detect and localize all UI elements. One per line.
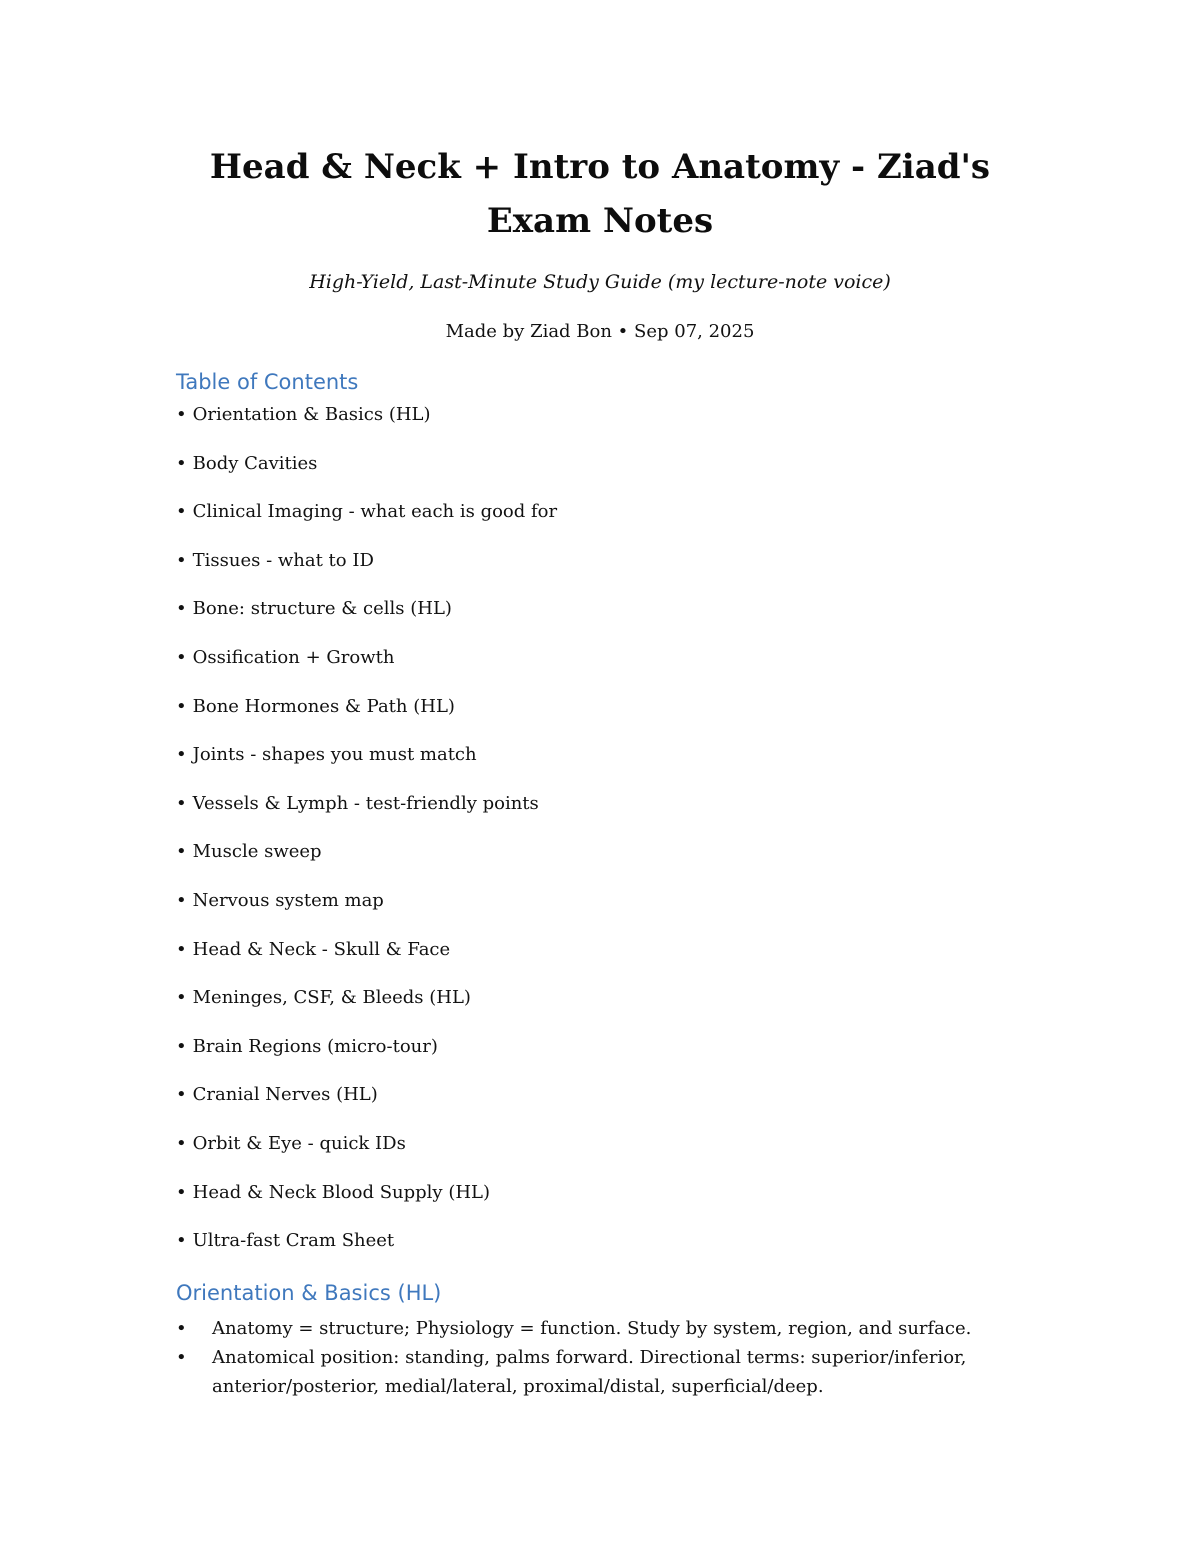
toc-bullet: • bbox=[176, 549, 187, 571]
toc-item bbox=[176, 1226, 557, 1275]
toc-item-label: Body Cavities bbox=[192, 452, 318, 474]
bullet-icon: • bbox=[176, 1347, 187, 1368]
toc-bullet: • bbox=[176, 841, 187, 863]
toc-bullet: • bbox=[176, 404, 187, 425]
toc-bullet: • bbox=[176, 987, 187, 1009]
toc-bullet: • bbox=[176, 646, 187, 668]
toc-item-label: Cranial Nerves (HL) bbox=[192, 1084, 378, 1106]
toc-item-label: Bone Hormones & Path (HL) bbox=[192, 695, 455, 717]
toc-item-label: Clinical Imaging - what each is good for bbox=[192, 501, 558, 523]
toc-bullet: • bbox=[176, 1230, 187, 1252]
list-item bbox=[176, 1343, 996, 1401]
toc-item bbox=[176, 837, 557, 886]
toc-bullet: • bbox=[176, 1035, 187, 1057]
table-of-contents bbox=[176, 400, 557, 1275]
toc-item bbox=[176, 1032, 557, 1081]
list-item-text: Anatomical position: standing, palms forward. Directional terms: superior/inferior, anterior/posterior, medial/lateral, proximal/distal, superficial/deep. bbox=[212, 1347, 967, 1397]
toc-item-label: Ossification + Growth bbox=[192, 646, 395, 668]
toc-item bbox=[176, 935, 557, 984]
toc-bullet: • bbox=[176, 695, 187, 717]
toc-item bbox=[176, 692, 557, 741]
toc-item bbox=[176, 789, 557, 838]
section-heading-orientation-basics: Orientation & Basics (HL) bbox=[176, 1281, 442, 1305]
toc-item-label: Muscle sweep bbox=[192, 841, 322, 863]
toc-bullet: • bbox=[176, 744, 187, 766]
toc-item-label: Joints - shapes you must match bbox=[192, 744, 477, 766]
toc-bullet: • bbox=[176, 1132, 187, 1154]
list-item bbox=[176, 1314, 996, 1343]
bullet-icon: • bbox=[176, 1318, 187, 1339]
toc-item-label: Orientation & Basics (HL) bbox=[192, 404, 431, 425]
document-title: Head & Neck + Intro to Anatomy - Ziad's Exam Notes bbox=[209, 147, 991, 241]
list-item-text: Anatomy = structure; Physiology = function. Study by system, region, and surface. bbox=[212, 1318, 972, 1339]
toc-item-label: Orbit & Eye - quick IDs bbox=[192, 1132, 406, 1154]
toc-bullet: • bbox=[176, 889, 187, 911]
toc-item-label: Vessels & Lymph - test-friendly points bbox=[192, 792, 539, 814]
toc-item bbox=[176, 1178, 557, 1227]
toc-item-label: Nervous system map bbox=[192, 889, 384, 911]
toc-item-label: Bone: structure & cells (HL) bbox=[192, 598, 452, 620]
toc-bullet: • bbox=[176, 792, 187, 814]
toc-item bbox=[176, 1129, 557, 1178]
toc-item-label: Head & Neck Blood Supply (HL) bbox=[192, 1181, 491, 1203]
toc-item-label: Meninges, CSF, & Bleeds (HL) bbox=[192, 987, 471, 1009]
toc-item bbox=[176, 594, 557, 643]
toc-item bbox=[176, 643, 557, 692]
toc-bullet: • bbox=[176, 501, 187, 523]
document-byline: Made by Ziad Bon • Sep 07, 2025 bbox=[445, 321, 755, 342]
toc-item bbox=[176, 449, 557, 498]
toc-item-label: Ultra-fast Cram Sheet bbox=[192, 1230, 395, 1252]
toc-item bbox=[176, 886, 557, 935]
toc-item bbox=[176, 1080, 557, 1129]
toc-item bbox=[176, 497, 557, 546]
toc-item bbox=[176, 740, 557, 789]
toc-item-label: Brain Regions (micro-tour) bbox=[192, 1035, 438, 1057]
toc-bullet: • bbox=[176, 1084, 187, 1106]
toc-item bbox=[176, 546, 557, 595]
toc-item-label: Tissues - what to ID bbox=[192, 549, 374, 571]
toc-bullet: • bbox=[176, 452, 187, 474]
toc-item-label: Head & Neck - Skull & Face bbox=[192, 938, 451, 960]
toc-item bbox=[176, 983, 557, 1032]
section-bullet-list bbox=[176, 1314, 996, 1401]
toc-heading: Table of Contents bbox=[176, 370, 359, 394]
toc-bullet: • bbox=[176, 1181, 187, 1203]
toc-bullet: • bbox=[176, 598, 187, 620]
toc-bullet: • bbox=[176, 938, 187, 960]
document-subtitle: High-Yield, Last-Minute Study Guide (my lecture-note voice) bbox=[309, 271, 891, 293]
toc-item bbox=[176, 400, 557, 449]
